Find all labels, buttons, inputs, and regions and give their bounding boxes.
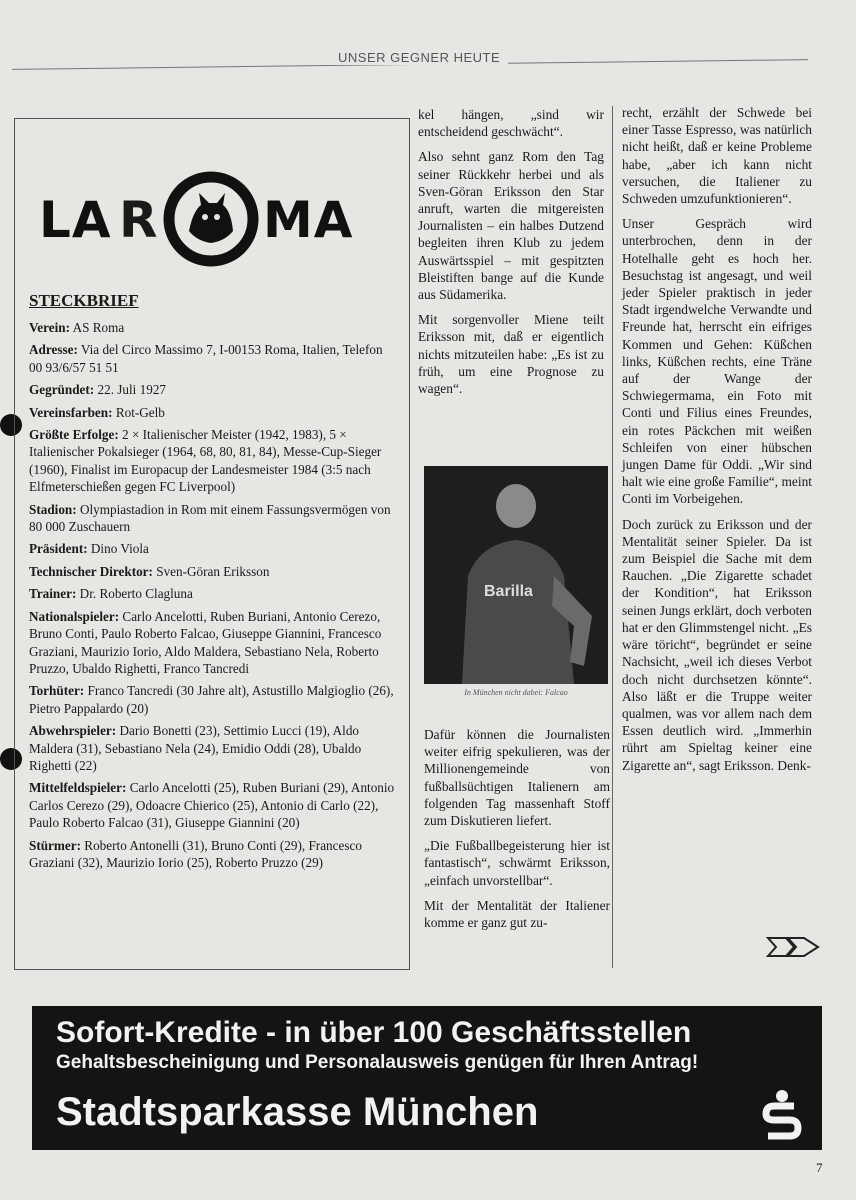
fact-key: Mittelfeldspieler:	[29, 780, 127, 796]
fact-entry	[29, 585, 395, 602]
fact-value: 2 × Italienischer Meister (1942, 1983), 5 × Italienischer Pokalsieger (1964, 68, 80, 81, 84), Messe-Cup-Sieger (1960), Finalist im Europacup der Landesmeister 1984 (3:5 nach Elfmeterschießen gegen FC Liverpool)	[29, 427, 382, 495]
article-paragraph: Doch zurück zu Eriksson und der Mentalität seiner Spieler. Da ist zum Beispiel die Sache mit dem Rauchen. „Die Zigarette schadet der Kondition“, hat Eriksson seinen Jungs erklärt, doch verboten hat er den Glimmstengel nicht. „Es wäre töricht“, begründet er seine Nachsicht, „weil ich dieses Verbot doch nicht durchsetzen könnte“. Also läßt er die Truppe weiter qualmen, was vor allem nach dem Essen deutlich wird. „Immerhin rührt am Spieltag keiner eine Zigarette an“, sagt Eriksson. Denk-	[622, 516, 812, 773]
fact-key: Adresse:	[29, 342, 78, 358]
logo-text-right: MA	[263, 191, 354, 249]
wolf-emblem-icon	[163, 171, 259, 267]
fact-entry	[29, 722, 395, 774]
fact-key: Technischer Direktor:	[29, 563, 153, 579]
player-photo-image	[424, 466, 608, 684]
fact-key: Stadion:	[29, 501, 77, 517]
article-paragraph: Unser Gespräch wird unterbrochen, denn in der Hotelhalle geht es hoch her. Besuchstag ist angesagt, und weil jeder Spieler praktisch in jeder Stadt irgendwelche Verwandte und Freunde hat, herrscht ein eifriges Kommen und Gehen: Küßchen links, Küßchen rechts, eine Träne auf der Wange der Schwiegermama, ein Foto mit Conti und Filius eines Freundes, ein rotes Päckchen mit weißen Schleifen von einer hübschen jungen Dame für Oddi. „Wir sind halt wie eine große Familie“, meint Conti im Vorbeigehen.	[622, 216, 812, 507]
column-rule	[612, 106, 613, 968]
continue-arrow-icon	[766, 932, 820, 962]
steckbrief-title: STECKBRIEF	[29, 291, 139, 310]
article-paragraph: Mit sorgenvoller Miene teilt Eriksson mit, daß er eigentlich nichts mitzuteilen habe: „Es ist zu früh, um eine Prognose zu wagen“.	[418, 312, 604, 397]
svg-text:Barilla: Barilla	[484, 583, 533, 600]
fact-value: Carlo Ancelotti (25), Ruben Buriani (29), Antonio Carlos Cerezo (29), Odoacre Chierico (25), Antonio di Carlo (22), Paulo Roberto Falcao (31), Giuseppe Giannini (20)	[29, 780, 395, 831]
la-roma-logo	[29, 145, 395, 265]
fact-value: Carlo Ancelotti, Ruben Buriani, Antonio Cerezo, Bruno Conti, Paulo Roberto Falcao, Giuseppe Giannini, Francesco Graziani, Maurizio Iorio, Aldo Maldera, Sebastiano Nela, Roberto Pruzzo, Ubaldo Righetti, Franco Tancredi	[29, 608, 382, 676]
falcao-photo	[424, 466, 608, 684]
fact-value: Rot-Gelb	[112, 404, 165, 420]
article-paragraph: Also sehnt ganz Rom den Tag seiner Rückkehr herbei und als Sven-Göran Eriksson den Star anruft, warten die mitgereisten Journalisten – ein halbes Dutzend begleiten ihren Klub zu jedem Auswärtsspiel – mit gespitzten Bleistiften bange auf die Kunde aus Südamerika.	[418, 149, 604, 303]
header-label: UNSER GEGNER HEUTE	[330, 50, 508, 65]
fact-key: Torhüter:	[29, 683, 85, 699]
fact-key: Nationalspieler:	[29, 608, 120, 624]
fact-value: Dr. Roberto Clagluna	[76, 586, 193, 602]
fact-entry	[29, 540, 395, 557]
fact-key: Präsident:	[29, 541, 88, 557]
fact-key: Vereinsfarben:	[29, 404, 113, 420]
fact-entry	[29, 341, 395, 376]
fact-entry	[29, 563, 395, 580]
photo-caption: In München nicht dabei: Falcao	[464, 688, 568, 697]
fact-value: Dario Bonetti (23), Settimio Lucci (19), Aldo Maldera (31), Sebastiano Nela (24), Emidio Oddi (28), Ubaldo Righetti (22)	[29, 723, 362, 773]
fact-value: Sven-Göran Eriksson	[152, 563, 270, 579]
ad-subline: Gehaltsbescheinigung und Personalausweis genügen für Ihren Antrag!	[56, 1052, 699, 1073]
fact-value: Dino Viola	[87, 541, 149, 557]
fact-entry	[29, 501, 395, 536]
fact-entry	[29, 426, 395, 496]
fact-key: Verein:	[29, 320, 71, 335]
fact-entry	[29, 381, 395, 398]
ad-headline: Sofort-Kredite - in über 100 Geschäftsstellen	[56, 1016, 692, 1049]
page-number: 7	[816, 1160, 823, 1175]
article-paragraph: Dafür können die Journalisten weiter eifrig spekulieren, was der Millionengemeinde von fußballsüchtigen Italienern am folgenden Tag massenhaft Stoff zum Diskutieren liefert.	[424, 727, 610, 829]
fact-value: Via del Circo Massimo 7, I-00153 Roma, Italien, Telefon 00 93/6/57 51 51	[29, 342, 383, 375]
article-paragraph: recht, erzählt der Schwede bei einer Tasse Espresso, was natürlich nicht heißt, daß er keine Probleme habe, „aber ich kann nicht versuchen, die Italiener zu Schweden umzufunktionieren“.	[622, 105, 812, 207]
article-paragraph: kel hängen, „sind wir entscheidend geschwächt“.	[418, 107, 604, 140]
steckbrief-box	[14, 118, 410, 970]
fact-key: Stürmer:	[29, 837, 81, 853]
ad-brand: Stadtsparkasse München	[56, 1090, 539, 1134]
fact-key: Trainer:	[29, 586, 77, 602]
sparkasse-advertisement	[32, 1006, 822, 1150]
article-paragraph: Mit der Mentalität der Italiener komme er ganz gut zu-	[424, 897, 610, 931]
fact-value: Franco Tancredi (30 Jahre alt), Astustillo Malgioglio (26), Pietro Pappalardo (20)	[29, 683, 394, 716]
fact-key: Abwehrspieler:	[29, 723, 117, 739]
article-paragraph: „Die Fußballbegeisterung hier ist fantastisch“, schwärmt Eriksson, „einfach unvorstellbar“.	[424, 838, 610, 888]
logo-text-left: LA	[39, 191, 112, 249]
fact-entry	[29, 608, 395, 678]
right-column	[622, 104, 812, 782]
facts-list	[29, 319, 395, 871]
middle-column	[418, 106, 604, 405]
fact-entry	[29, 682, 395, 717]
fact-value: Roberto Antonelli (31), Bruno Conti (29), Francesco Graziani (32), Maurizio Iorio (25), Roberto Pruzzo (29)	[29, 837, 362, 870]
page-header	[12, 44, 808, 74]
middle-column-bottom	[424, 726, 610, 939]
fact-entry	[29, 837, 395, 872]
logo-text-r: R	[119, 191, 158, 249]
fact-key: Gegründet:	[29, 382, 95, 398]
sparkasse-logo-icon	[760, 1090, 804, 1140]
fact-entry	[29, 779, 395, 831]
fact-value: Olympiastadion in Rom mit einem Fassungsvermögen von 80 000 Zuschauern	[29, 501, 391, 535]
fact-key: Größte Erfolge:	[29, 427, 119, 443]
fact-entry	[29, 319, 395, 336]
fact-entry	[29, 404, 395, 421]
fact-value: 22. Juli 1927	[94, 382, 167, 398]
fact-value: AS Roma	[70, 320, 125, 335]
